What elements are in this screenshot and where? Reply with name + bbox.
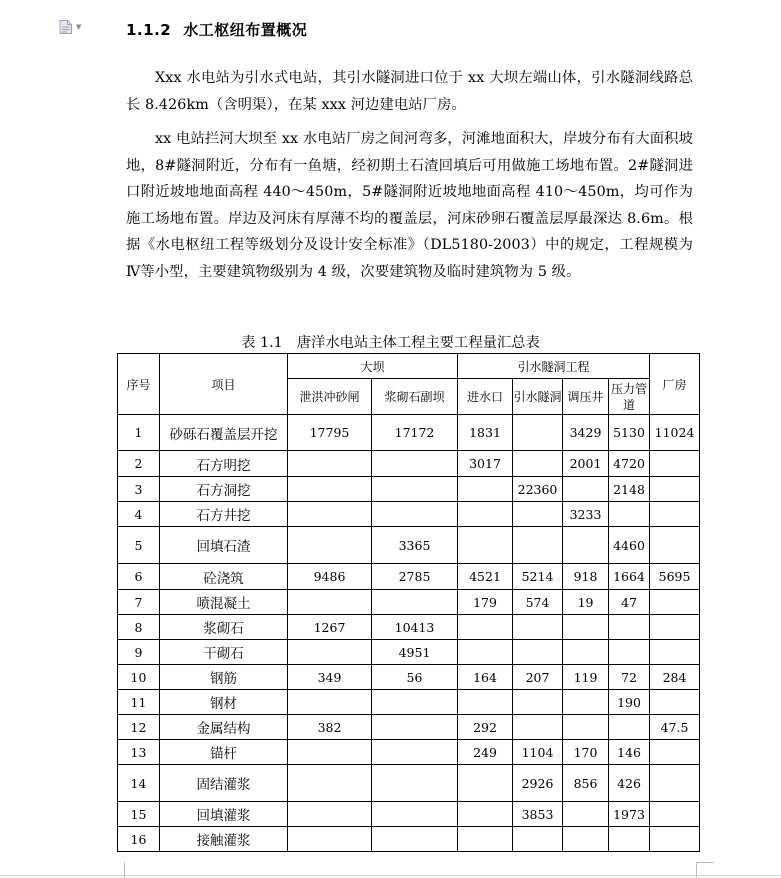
table-row <box>118 802 700 827</box>
table-cell <box>458 477 513 502</box>
table-cell: 426 <box>609 765 650 802</box>
table-row <box>118 477 700 502</box>
table-row <box>118 690 700 715</box>
row-number: 8 <box>118 615 160 640</box>
table-cell: 1104 <box>513 740 563 765</box>
table-cell <box>650 451 700 477</box>
table-cell <box>288 740 372 765</box>
table-row <box>118 827 700 852</box>
table-cell <box>609 615 650 640</box>
row-item: 锚杆 <box>160 740 288 765</box>
table-cell <box>563 615 609 640</box>
table-cell: 56 <box>372 665 458 690</box>
table-cell <box>513 451 563 477</box>
table-cell: 47 <box>609 590 650 615</box>
row-number: 16 <box>118 827 160 852</box>
row-number: 14 <box>118 765 160 802</box>
table-cell: 2001 <box>563 451 609 477</box>
row-item: 钢材 <box>160 690 288 715</box>
header-masonry-dam: 浆砌石副坝 <box>372 379 458 415</box>
table-cell: 47.5 <box>650 715 700 740</box>
row-item: 固结灌浆 <box>160 765 288 802</box>
row-item: 石方洞挖 <box>160 477 288 502</box>
table-cell <box>563 827 609 852</box>
table-cell: 292 <box>458 715 513 740</box>
table-title: 唐洋水电站主体工程主要工程量汇总表 <box>296 335 540 351</box>
table-cell: 3365 <box>372 527 458 564</box>
table-row <box>118 527 700 564</box>
table-cell: 4460 <box>609 527 650 564</box>
table-cell: 5695 <box>650 564 700 590</box>
row-item: 金属结构 <box>160 715 288 740</box>
table-cell: 1267 <box>288 615 372 640</box>
table-cell: 190 <box>609 690 650 715</box>
table-cell <box>513 827 563 852</box>
table-caption <box>0 332 781 352</box>
header-powerhouse: 厂房 <box>650 354 700 415</box>
row-number: 13 <box>118 740 160 765</box>
table-cell <box>372 690 458 715</box>
table-row <box>118 665 700 690</box>
table-cell <box>372 765 458 802</box>
table-cell <box>650 765 700 802</box>
table-cell: 119 <box>563 665 609 690</box>
table-cell: 2148 <box>609 477 650 502</box>
section-number: 1.1.2 <box>126 21 172 39</box>
table-cell: 574 <box>513 590 563 615</box>
table-row <box>118 615 700 640</box>
table-cell: 11024 <box>650 415 700 451</box>
table-cell <box>513 640 563 665</box>
table-cell: 3853 <box>513 802 563 827</box>
table-cell <box>458 765 513 802</box>
table-cell <box>650 615 700 640</box>
row-number: 12 <box>118 715 160 740</box>
page-corner-marker <box>696 862 714 864</box>
table-cell <box>372 502 458 527</box>
header-surge-shaft: 调压井 <box>563 379 609 415</box>
header-sluice-gate: 泄洪冲砂闸 <box>288 379 372 415</box>
table-cell <box>650 502 700 527</box>
row-item: 喷混凝土 <box>160 590 288 615</box>
table-cell <box>513 502 563 527</box>
table-row <box>118 590 700 615</box>
table-number: 表 1.1 <box>241 335 283 351</box>
row-item: 接触灌浆 <box>160 827 288 852</box>
table-cell <box>513 527 563 564</box>
table-row <box>118 564 700 590</box>
document-icon[interactable] <box>59 20 72 34</box>
table-cell: 5130 <box>609 415 650 451</box>
table-cell: 2926 <box>513 765 563 802</box>
page-divider <box>0 875 781 876</box>
table-cell: 22360 <box>513 477 563 502</box>
table-cell: 1973 <box>609 802 650 827</box>
table-row <box>118 451 700 477</box>
row-number: 10 <box>118 665 160 690</box>
row-number: 4 <box>118 502 160 527</box>
table-cell: 17795 <box>288 415 372 451</box>
section-heading <box>126 19 307 40</box>
row-number: 5 <box>118 527 160 564</box>
row-number: 15 <box>118 802 160 827</box>
table-cell <box>650 527 700 564</box>
table-cell <box>372 477 458 502</box>
table-cell: 1664 <box>609 564 650 590</box>
table-row <box>118 502 700 527</box>
table-cell: 249 <box>458 740 513 765</box>
table-cell: 4521 <box>458 564 513 590</box>
row-number: 1 <box>118 415 160 451</box>
table-cell <box>288 451 372 477</box>
table-cell <box>650 640 700 665</box>
table-cell <box>650 477 700 502</box>
table-cell <box>563 640 609 665</box>
table-cell <box>288 765 372 802</box>
table-cell <box>288 827 372 852</box>
table-cell: 10413 <box>372 615 458 640</box>
table-row <box>118 740 700 765</box>
header-diversion-tunnel: 引水隧洞 <box>513 379 563 415</box>
table-cell: 19 <box>563 590 609 615</box>
table-cell <box>650 802 700 827</box>
header-item: 项目 <box>160 354 288 415</box>
row-number: 3 <box>118 477 160 502</box>
table-cell <box>513 715 563 740</box>
header-penstock: 压力管道 <box>609 379 650 415</box>
table-cell <box>288 477 372 502</box>
table-cell <box>288 590 372 615</box>
table-cell <box>288 802 372 827</box>
table-cell <box>372 451 458 477</box>
row-number: 11 <box>118 690 160 715</box>
table-cell: 382 <box>288 715 372 740</box>
header-seq: 序号 <box>118 354 160 415</box>
row-item: 砼浇筑 <box>160 564 288 590</box>
row-number: 2 <box>118 451 160 477</box>
table-row <box>118 415 700 451</box>
table-cell: 856 <box>563 765 609 802</box>
table-cell: 4720 <box>609 451 650 477</box>
table-cell <box>650 740 700 765</box>
row-item: 砂砾石覆盖层开挖 <box>160 415 288 451</box>
table-cell <box>563 527 609 564</box>
table-cell <box>288 690 372 715</box>
header-intake: 进水口 <box>458 379 513 415</box>
section-title: 水工枢纽布置概况 <box>183 21 308 39</box>
table-cell: 207 <box>513 665 563 690</box>
table-cell <box>458 527 513 564</box>
table-cell <box>609 502 650 527</box>
table-cell <box>458 615 513 640</box>
table-cell <box>563 690 609 715</box>
table-cell <box>458 690 513 715</box>
table-cell: 349 <box>288 665 372 690</box>
table-cell <box>372 590 458 615</box>
table-cell <box>609 715 650 740</box>
table-cell <box>609 640 650 665</box>
table-cell: 2785 <box>372 564 458 590</box>
table-cell <box>288 527 372 564</box>
table-cell: 3233 <box>563 502 609 527</box>
table-cell: 3017 <box>458 451 513 477</box>
table-cell: 4951 <box>372 640 458 665</box>
table-cell <box>513 415 563 451</box>
chevron-down-icon[interactable]: ▼ <box>76 23 82 31</box>
row-item: 回填灌浆 <box>160 802 288 827</box>
table-cell <box>372 802 458 827</box>
row-item: 石方明挖 <box>160 451 288 477</box>
table-cell: 164 <box>458 665 513 690</box>
table-cell <box>650 827 700 852</box>
paragraph-site-description: xx 电站拦河大坝至 xx 水电站厂房之间河弯多，河滩地面积大，岸坡分布有大面积坡地，8#隧洞附近，分布有一鱼塘，经初期土石渣回填后可用做施工场地布置。2#隧洞进口附近坡地地面高程 440～450m，5#隧洞附近坡地地面高程 410～450m，均可作为施工场地布置。岸边及河床有厚薄不均的覆盖层，河床砂卵石覆盖层厚最深达 8.6m。根据《水电枢纽工程等级划分及设计安全标准》（DL5180-2003）中的规定，工程规模为Ⅳ等小型，主要建筑物级别为 4 级，次要建筑物及临时建筑物为 5 级。 <box>126 131 693 280</box>
table-cell: 146 <box>609 740 650 765</box>
table-cell <box>372 827 458 852</box>
row-item: 浆砌石 <box>160 615 288 640</box>
table-cell: 5214 <box>513 564 563 590</box>
table-cell: 918 <box>563 564 609 590</box>
row-item: 钢筋 <box>160 665 288 690</box>
table-cell <box>288 502 372 527</box>
row-item: 干砌石 <box>160 640 288 665</box>
paragraph-intro: Xxx 水电站为引水式电站，其引水隧洞进口位于 xx 大坝左端山体，引水隧洞线路总长 8.426km（含明渠），在某 xxx 河边建电站厂房。 <box>126 70 693 113</box>
header-tunnel: 引水隧洞工程 <box>458 354 650 379</box>
table-cell <box>563 715 609 740</box>
table-row <box>118 640 700 665</box>
table-cell <box>513 690 563 715</box>
table-cell <box>458 802 513 827</box>
table-cell <box>372 740 458 765</box>
table-cell: 170 <box>563 740 609 765</box>
table-cell <box>650 590 700 615</box>
header-dam: 大坝 <box>288 354 458 379</box>
table-cell: 3429 <box>563 415 609 451</box>
table-row <box>118 765 700 802</box>
table-cell: 9486 <box>288 564 372 590</box>
table-cell <box>563 477 609 502</box>
table-cell <box>288 640 372 665</box>
table-cell: 179 <box>458 590 513 615</box>
table-cell <box>650 690 700 715</box>
row-item: 回填石渣 <box>160 527 288 564</box>
table-cell: 72 <box>609 665 650 690</box>
table-cell <box>563 802 609 827</box>
row-item: 石方井挖 <box>160 502 288 527</box>
table-cell <box>458 502 513 527</box>
table-cell <box>513 615 563 640</box>
table-cell: 17172 <box>372 415 458 451</box>
table-cell <box>609 827 650 852</box>
table-cell <box>458 640 513 665</box>
row-number: 7 <box>118 590 160 615</box>
table-cell <box>458 827 513 852</box>
table-cell: 1831 <box>458 415 513 451</box>
table-cell: 284 <box>650 665 700 690</box>
table-cell <box>372 715 458 740</box>
quantity-table <box>117 353 700 852</box>
table-row <box>118 715 700 740</box>
row-number: 6 <box>118 564 160 590</box>
row-number: 9 <box>118 640 160 665</box>
